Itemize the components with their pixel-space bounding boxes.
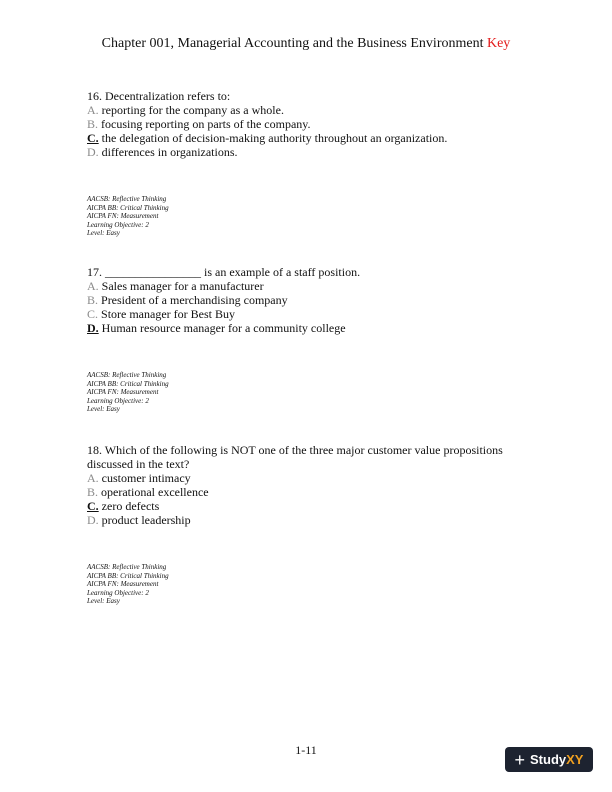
choice-b: B. President of a merchandising company [87, 293, 288, 307]
question-18 [87, 443, 527, 527]
choice-a: A. Sales manager for a manufacturer [87, 279, 264, 293]
question-18-metadata: AACSB: Reflective Thinking AICPA BB: Critical Thinking AICPA FN: Measurement Learning Objective: 2 Level: Easy [87, 563, 169, 606]
choice-b: B. operational excellence [87, 485, 209, 499]
question-stem: 18. Which of the following is NOT one of the three major customer value propositions discussed in the text? [87, 443, 503, 471]
choice-c-correct: C. zero defects [87, 499, 160, 513]
chapter-title: Chapter 001, Managerial Accounting and the Business Environment [101, 36, 484, 51]
page-header [0, 36, 612, 52]
choice-c-correct: C. the delegation of decision-making authority throughout an organization. [87, 131, 448, 145]
choice-b: B. focusing reporting on parts of the company. [87, 117, 311, 131]
question-17-metadata: AACSB: Reflective Thinking AICPA BB: Critical Thinking AICPA FN: Measurement Learning Objective: 2 Level: Easy [87, 371, 169, 414]
question-16-metadata: AACSB: Reflective Thinking AICPA BB: Critical Thinking AICPA FN: Measurement Learning Objective: 2 Level: Easy [87, 195, 169, 238]
plus-icon: + [514, 749, 526, 770]
brand-name: StudyXY [530, 752, 584, 767]
question-stem: 16. Decentralization refers to: [87, 89, 231, 103]
choice-d-correct: D. Human resource manager for a community college [87, 321, 346, 335]
question-stem: 17. ________________ is an example of a staff position. [87, 265, 361, 279]
choice-c: C. Store manager for Best Buy [87, 307, 235, 321]
question-17 [87, 265, 527, 335]
page-number: 1-11 [295, 743, 317, 757]
choice-d: D. product leadership [87, 513, 191, 527]
key-label: Key [486, 36, 511, 51]
question-16 [87, 89, 527, 159]
choice-d: D. differences in organizations. [87, 145, 238, 159]
choice-a: A. reporting for the company as a whole. [87, 103, 284, 117]
choice-a: A. customer intimacy [87, 471, 191, 485]
studyxy-badge[interactable] [505, 747, 593, 772]
